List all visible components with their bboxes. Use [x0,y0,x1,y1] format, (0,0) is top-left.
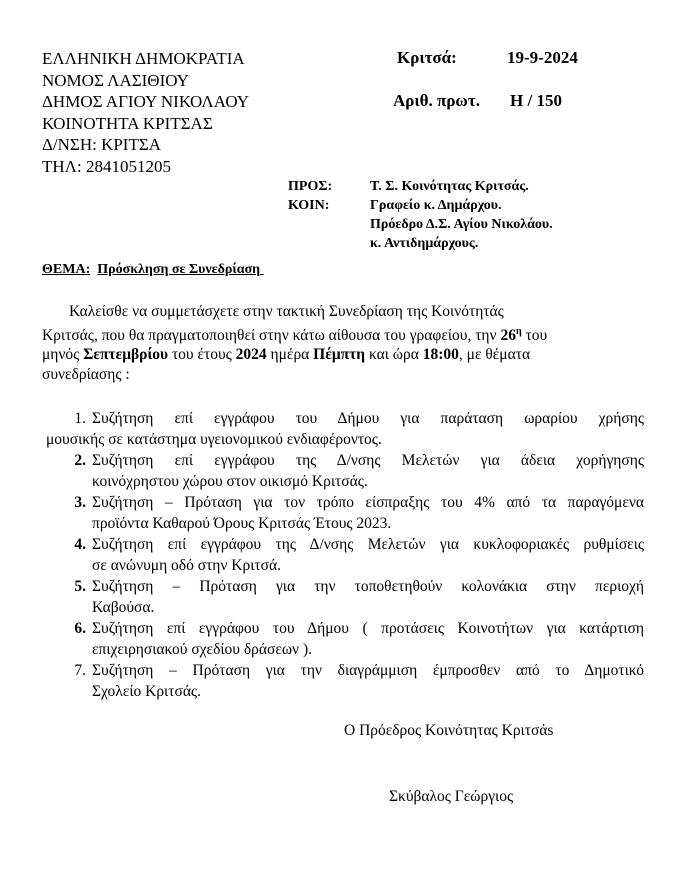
date-label: Κριτσά: [397,48,457,67]
sender-line-municipality: ΔΗΜΟΣ ΑΓΙΟΥ ΝΙΚΟΛΑΟΥ [42,92,250,111]
agenda-item-number: 4. [74,536,86,553]
agenda-item-text-cont: επιχειρησιακού σχεδίου δράσεων ). [92,641,312,658]
sender-line-phone: ΤΗΛ: 2841051205 [42,156,171,176]
body-line-3: μηνός Σεπτεμβρίου του έτους 2024 ημέρα Πέμπτη και ώρα 18:00, με θέματα [42,346,531,364]
agenda-item-1 [42,408,644,450]
agenda-item-text: Συζήτηση – Πρόταση για την τοποθετηθούν κολονάκια στην περιοχή [92,578,644,595]
cc-value-council-president: Πρόεδρο Δ.Σ. Αγίου Νικολάου. [370,217,553,232]
to-value: Τ. Σ. Κοινότητας Κριτσάς. [370,179,529,194]
agenda-item-number: 5. [74,578,86,595]
agenda-item-6 [42,618,644,660]
meeting-day-suffix: η [515,325,522,337]
agenda-item-number: 2. [74,452,86,469]
body-line-2: Κριτσάς, που θα πραγματοποιηθεί στην κάτω αίθουσα του γραφείου, την $26^\eta$ του [42,325,548,344]
signature-title: Ο Πρόεδρος Κοινότητας Κριτσάs [344,722,554,739]
protocol-value: Η / 150 [510,91,562,110]
agenda-item-text: Συζήτηση – Πρόταση για την διαγράμμιση έμπροσθεν από το Δημοτικό [92,662,644,679]
body-line-1: Καλείσθε να συμμετάσχετε στην τακτική Συνεδρίαση της Κοινότητάς [69,303,504,320]
subject-text: Πρόσκληση σε Συνεδρίαση [97,262,261,277]
agenda-item-number: 3. [74,494,86,511]
subject-label: ΘΕΜΑ [42,262,86,277]
agenda-item-text-cont: μουσικής σε κατάστημα υγειονομικού ενδιαφέροντος. [46,431,382,448]
agenda-item-number: 1. [74,410,86,427]
agenda-item-number: 6. [74,620,86,637]
meeting-day: 26 [500,326,516,344]
cc-label: ΚΟΙΝ: [288,198,330,213]
body-line-4: συνεδρίασης : [42,365,130,383]
agenda-item-text-cont: Καβούσα. [92,599,155,616]
meeting-weekday: Πέμπτη [313,346,366,364]
agenda-item-2 [42,450,644,492]
agenda-item-5 [42,576,644,618]
agenda-item-text: Συζήτηση επί εγγράφου της Δ/νσης Μελετών για κυκλοφοριακές ρυθμίσεις [92,536,644,553]
agenda-item-text: Συζήτηση επί εγγράφου της Δ/νσης Μελετών για άδεια χορήγησης [92,452,644,469]
agenda-item-text-cont: σε ανώνυμη οδό στην Κριτσά. [92,557,281,574]
agenda-item-4 [42,534,644,576]
signature-name: Σκύβαλος Γεώργιος [389,788,514,805]
sender-line-republic: ΕΛΛΗΝΙΚΗ ΔΗΜΟΚΡΑΤΙΑ [42,49,245,68]
protocol-label: Αριθ. πρωτ. [393,91,480,110]
meeting-time: 18:00 [422,346,459,364]
date-value: 19-9-2024 [507,48,578,67]
sender-line-address: Δ/ΝΣΗ: ΚΡΙΤΣΑ [42,135,162,154]
sender-line-prefecture: ΝΟΜΟΣ ΛΑΣΙΘΙΟΥ [42,70,189,90]
sender-block [42,48,249,177]
invitation-paragraph [42,302,642,384]
agenda-item-number: 7. [74,662,86,679]
agenda-item-text-cont: Σχολείο Κριτσάς. [92,683,201,700]
meeting-year: 2024 [235,346,267,364]
cc-value-deputy-mayors: κ. Αντιδημάρχους. [370,236,479,251]
subject-line: ΘΕΜΑ: Πρόσκληση σε Συνεδρίαση [42,262,261,277]
agenda-item-text: Συζήτηση επί εγγράφου του Δήμου ( προτάσεις Κοινοτήτων για κατάρτιση [92,620,644,637]
agenda-item-7 [42,660,644,702]
agenda-list [42,408,644,702]
meeting-month: Σεπτεμβρίου [83,346,169,364]
to-label: ΠΡΟΣ: [288,179,333,194]
agenda-item-text-cont: κοινόχρηστου χώρου στον οικισμό Κριτσάς. [92,473,368,490]
sender-line-community: ΚΟΙΝΟΤΗΤΑ ΚΡΙΤΣΑΣ [42,113,213,133]
agenda-item-text-cont: προϊόντα Καθαρού Όρους Κριτσάς Έτους 2023. [92,515,392,532]
agenda-item-text: Συζήτηση – Πρόταση για τον τρόπο είσπραξης του 4% από τα παραγόμενα [92,494,644,511]
agenda-item-3 [42,492,644,534]
cc-value-mayor: Γραφείο κ. Δημάρχου. [370,198,502,213]
agenda-item-text: Συζήτηση επί εγγράφου του Δήμου για παράταση ωραρίου χρήσης [92,410,644,427]
